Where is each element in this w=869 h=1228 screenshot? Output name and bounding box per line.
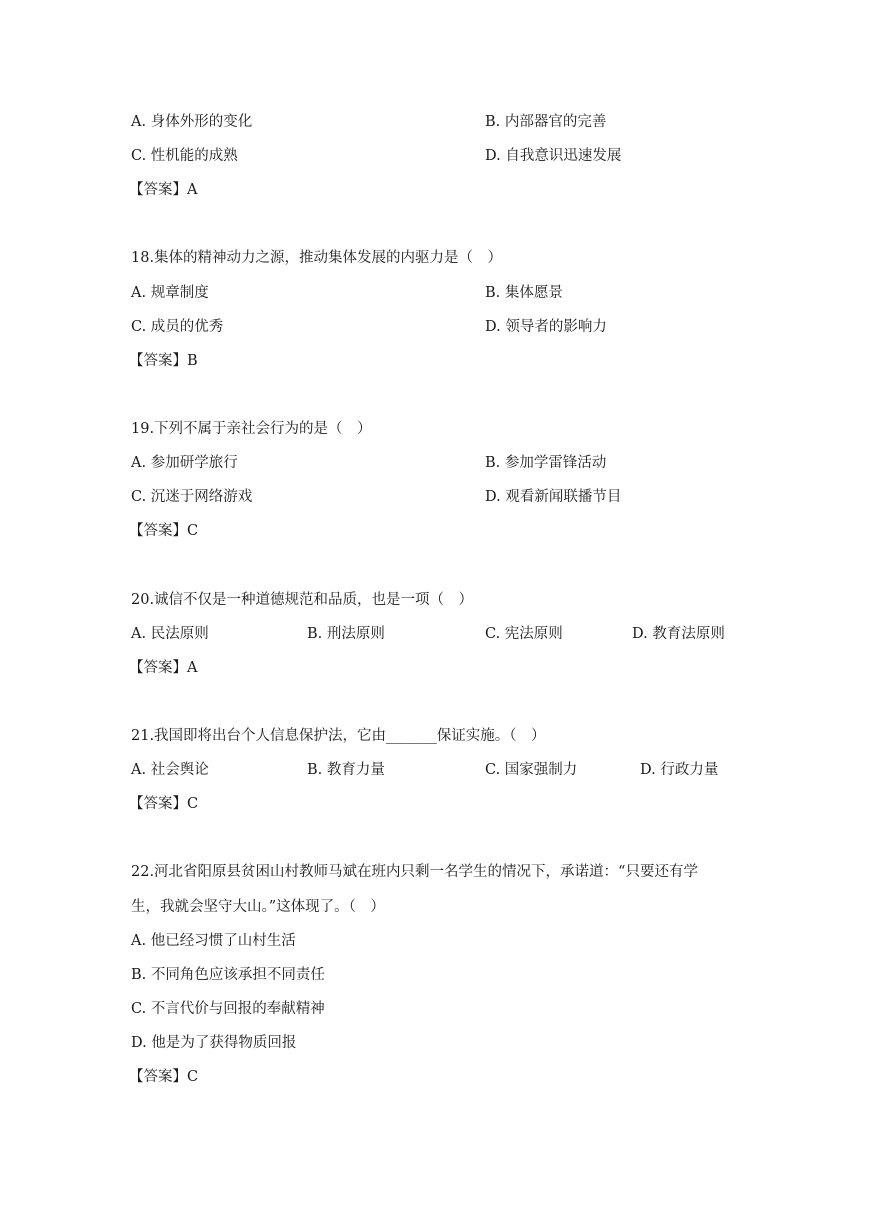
q19-option-d: D. 观看新闻联播节目 xyxy=(485,489,622,505)
q22-option-a: A. 他已经习惯了山村生活 xyxy=(131,933,296,949)
q18-option-a: A. 规章制度 xyxy=(131,285,209,301)
q20-option-a: A. 民法原则 xyxy=(131,626,209,642)
q21-option-c: C. 国家强制力 xyxy=(485,762,578,778)
q18-option-c: C. 成员的优秀 xyxy=(131,319,224,335)
q21-option-a: A. 社会舆论 xyxy=(131,762,209,778)
q18-answer: 【答案】B xyxy=(129,353,198,369)
q21-option-d: D. 行政力量 xyxy=(640,762,719,778)
q19-option-c: C. 沉迷于网络游戏 xyxy=(131,489,253,505)
q20-stem: 20.诚信不仅是一种道德规范和品质，也是一项（ ） xyxy=(131,592,474,608)
q19-answer: 【答案】C xyxy=(129,523,199,539)
q21-stem: 21.我国即将出台个人信息保护法，它由_______保证实施。（ ） xyxy=(131,728,546,744)
q20-answer: 【答案】A xyxy=(129,660,198,676)
q19-stem: 19.下列不属于亲社会行为的是（ ） xyxy=(131,421,372,437)
q22-answer: 【答案】C xyxy=(129,1069,199,1085)
q19-option-a: A. 参加研学旅行 xyxy=(131,455,238,471)
q18-stem: 18.集体的精神动力之源，推动集体发展的内驱力是（ ） xyxy=(131,250,503,266)
q17-answer: 【答案】A xyxy=(129,182,198,198)
q22-stem-line-1: 22.河北省阳原县贫困山村教师马斌在班内只剩一名学生的情况下，承诺道：“只要还有学 xyxy=(131,864,698,880)
q22-option-d: D. 他是为了获得物质回报 xyxy=(131,1035,297,1051)
q17-option-d: D. 自我意识迅速发展 xyxy=(485,148,622,164)
q22-stem-line-2: 生，我就会坚守大山。”这体现了。（ ） xyxy=(131,899,385,915)
q18-option-b: B. 集体愿景 xyxy=(485,285,563,301)
q21-answer: 【答案】C xyxy=(129,796,199,812)
q20-option-b: B. 刑法原则 xyxy=(307,626,385,642)
q19-option-b: B. 参加学雷锋活动 xyxy=(485,455,607,471)
q20-option-d: D. 教育法原则 xyxy=(632,626,725,642)
q18-option-d: D. 领导者的影响力 xyxy=(485,319,607,335)
q17-option-b: B. 内部器官的完善 xyxy=(485,114,607,130)
q22-option-c: C. 不言代价与回报的奉献精神 xyxy=(131,1001,325,1017)
q22-option-b: B. 不同角色应该承担不同责任 xyxy=(131,967,325,983)
q17-option-a: A. 身体外形的变化 xyxy=(131,114,253,130)
q21-option-b: B. 教育力量 xyxy=(307,762,385,778)
q20-option-c: C. 宪法原则 xyxy=(485,626,563,642)
q17-option-c: C. 性机能的成熟 xyxy=(131,148,238,164)
